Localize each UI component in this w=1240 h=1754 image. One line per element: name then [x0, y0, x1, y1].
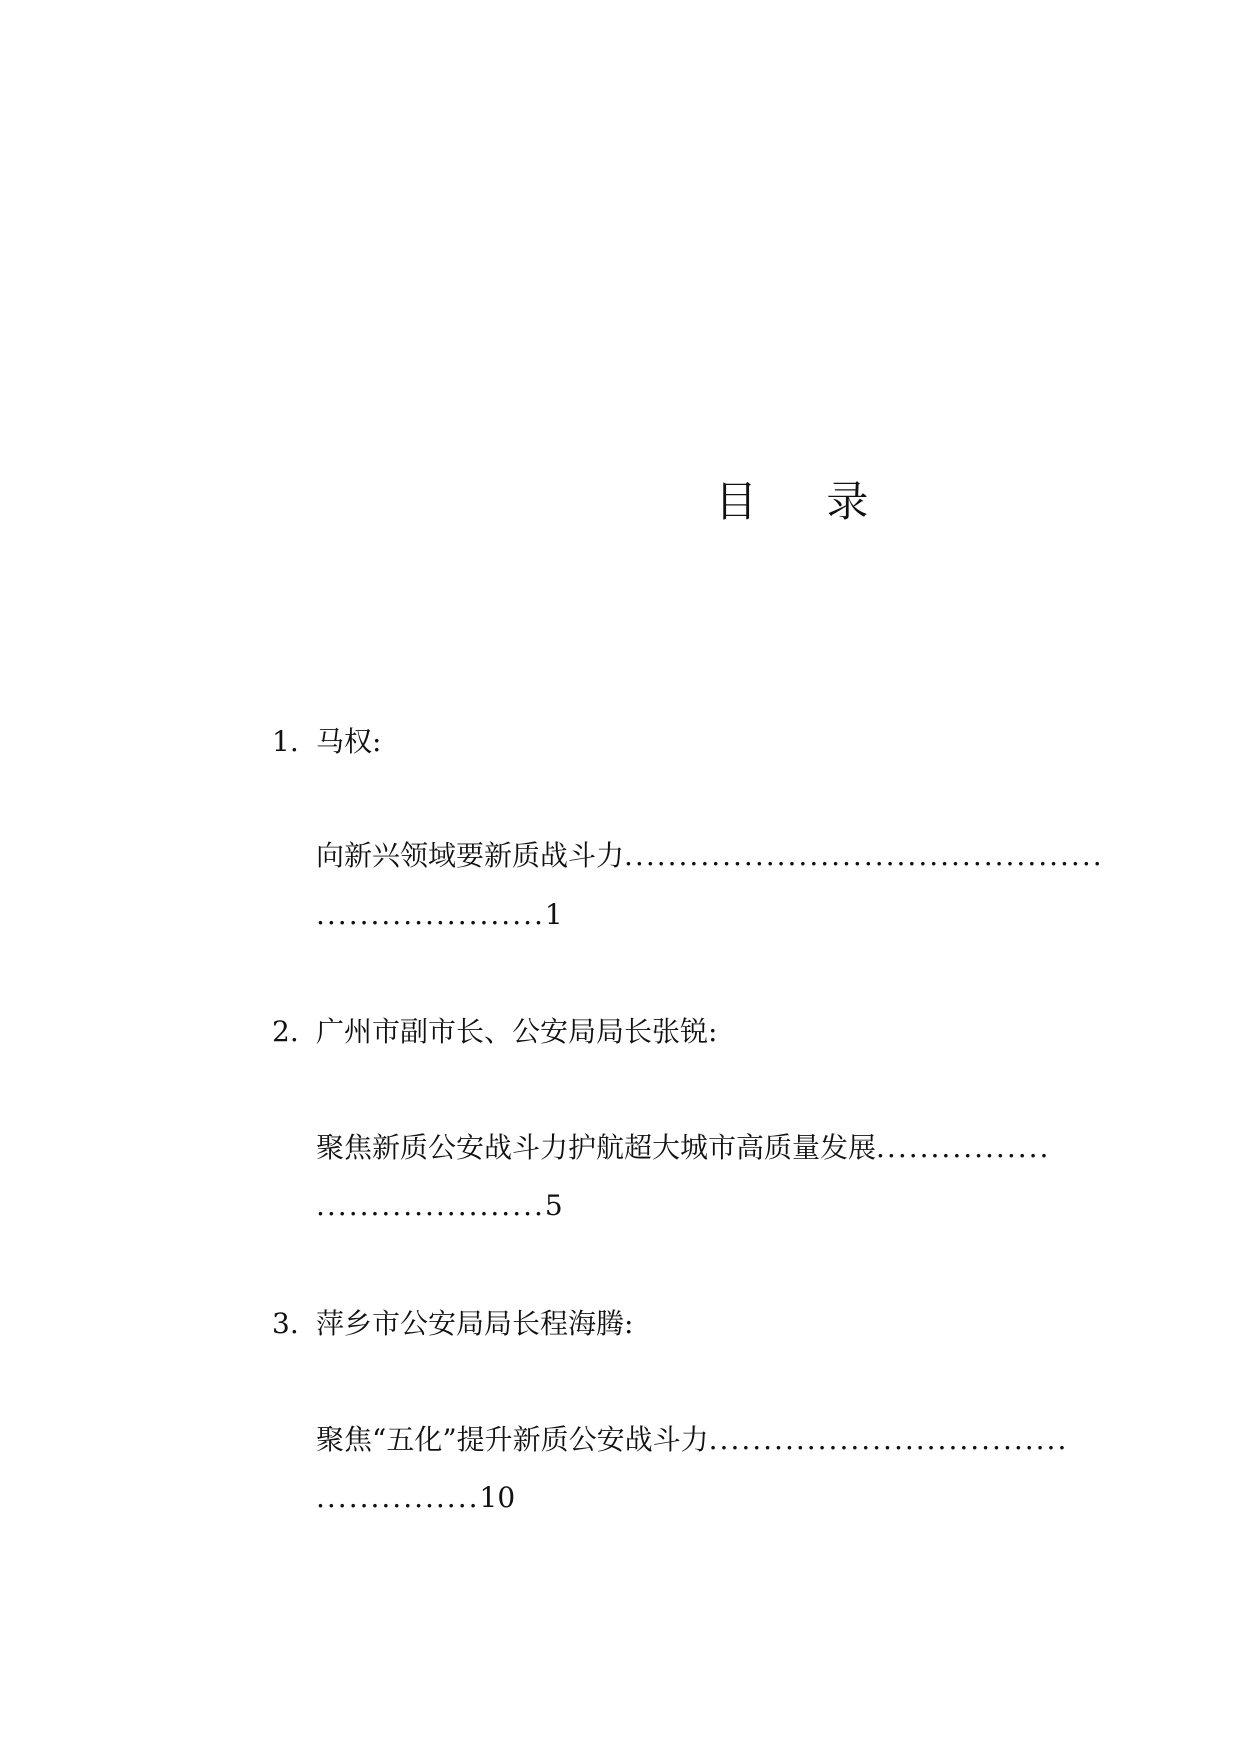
- toc-entry-number: 1.: [272, 725, 299, 758]
- toc-entry-number: 2.: [272, 1015, 299, 1048]
- toc-entry-2-page-line: [316, 1186, 563, 1226]
- toc-entry-3-page-line: [316, 1478, 515, 1518]
- toc-leader-dots: .....................: [316, 1189, 545, 1222]
- toc-page-number: 10: [479, 1481, 516, 1514]
- toc-entry-heading: 聚焦“五化”提升新质公安战斗力: [316, 1423, 709, 1456]
- toc-entry-number: 3.: [272, 1307, 299, 1340]
- toc-entry-1-page-line: [316, 895, 563, 935]
- toc-leader-dots: .................................: [708, 1423, 1069, 1456]
- toc-entry-author: 萍乡市公安局局长程海腾:: [316, 1307, 634, 1340]
- toc-leader-dots: ................: [876, 1131, 1051, 1164]
- toc-entry-heading: 聚焦新质公安战斗力护航超大城市高质量发展: [316, 1131, 877, 1164]
- toc-leader-dots: ............................................: [624, 839, 1104, 872]
- toc-entry-author: 马权:: [316, 725, 382, 758]
- toc-entry-3-heading-line[interactable]: [316, 1420, 1068, 1460]
- toc-entry-2-heading-line[interactable]: [316, 1128, 1050, 1168]
- toc-entry-1-author-line: [272, 722, 381, 762]
- toc-entry-3-author-line: [272, 1304, 633, 1344]
- toc-entry-author: 广州市副市长、公安局局长张锐:: [316, 1015, 718, 1048]
- toc-page-number: 1: [544, 898, 563, 931]
- toc-leader-dots: .....................: [316, 898, 545, 931]
- toc-entry-2-author-line: [272, 1012, 717, 1052]
- toc-title: 目 录: [715, 477, 897, 526]
- toc-entry-heading: 向新兴领域要新质战斗力: [316, 839, 625, 872]
- toc-entry-1-heading-line[interactable]: [316, 836, 1104, 876]
- toc-page-number: 5: [544, 1189, 563, 1222]
- toc-leader-dots: ...............: [316, 1481, 480, 1514]
